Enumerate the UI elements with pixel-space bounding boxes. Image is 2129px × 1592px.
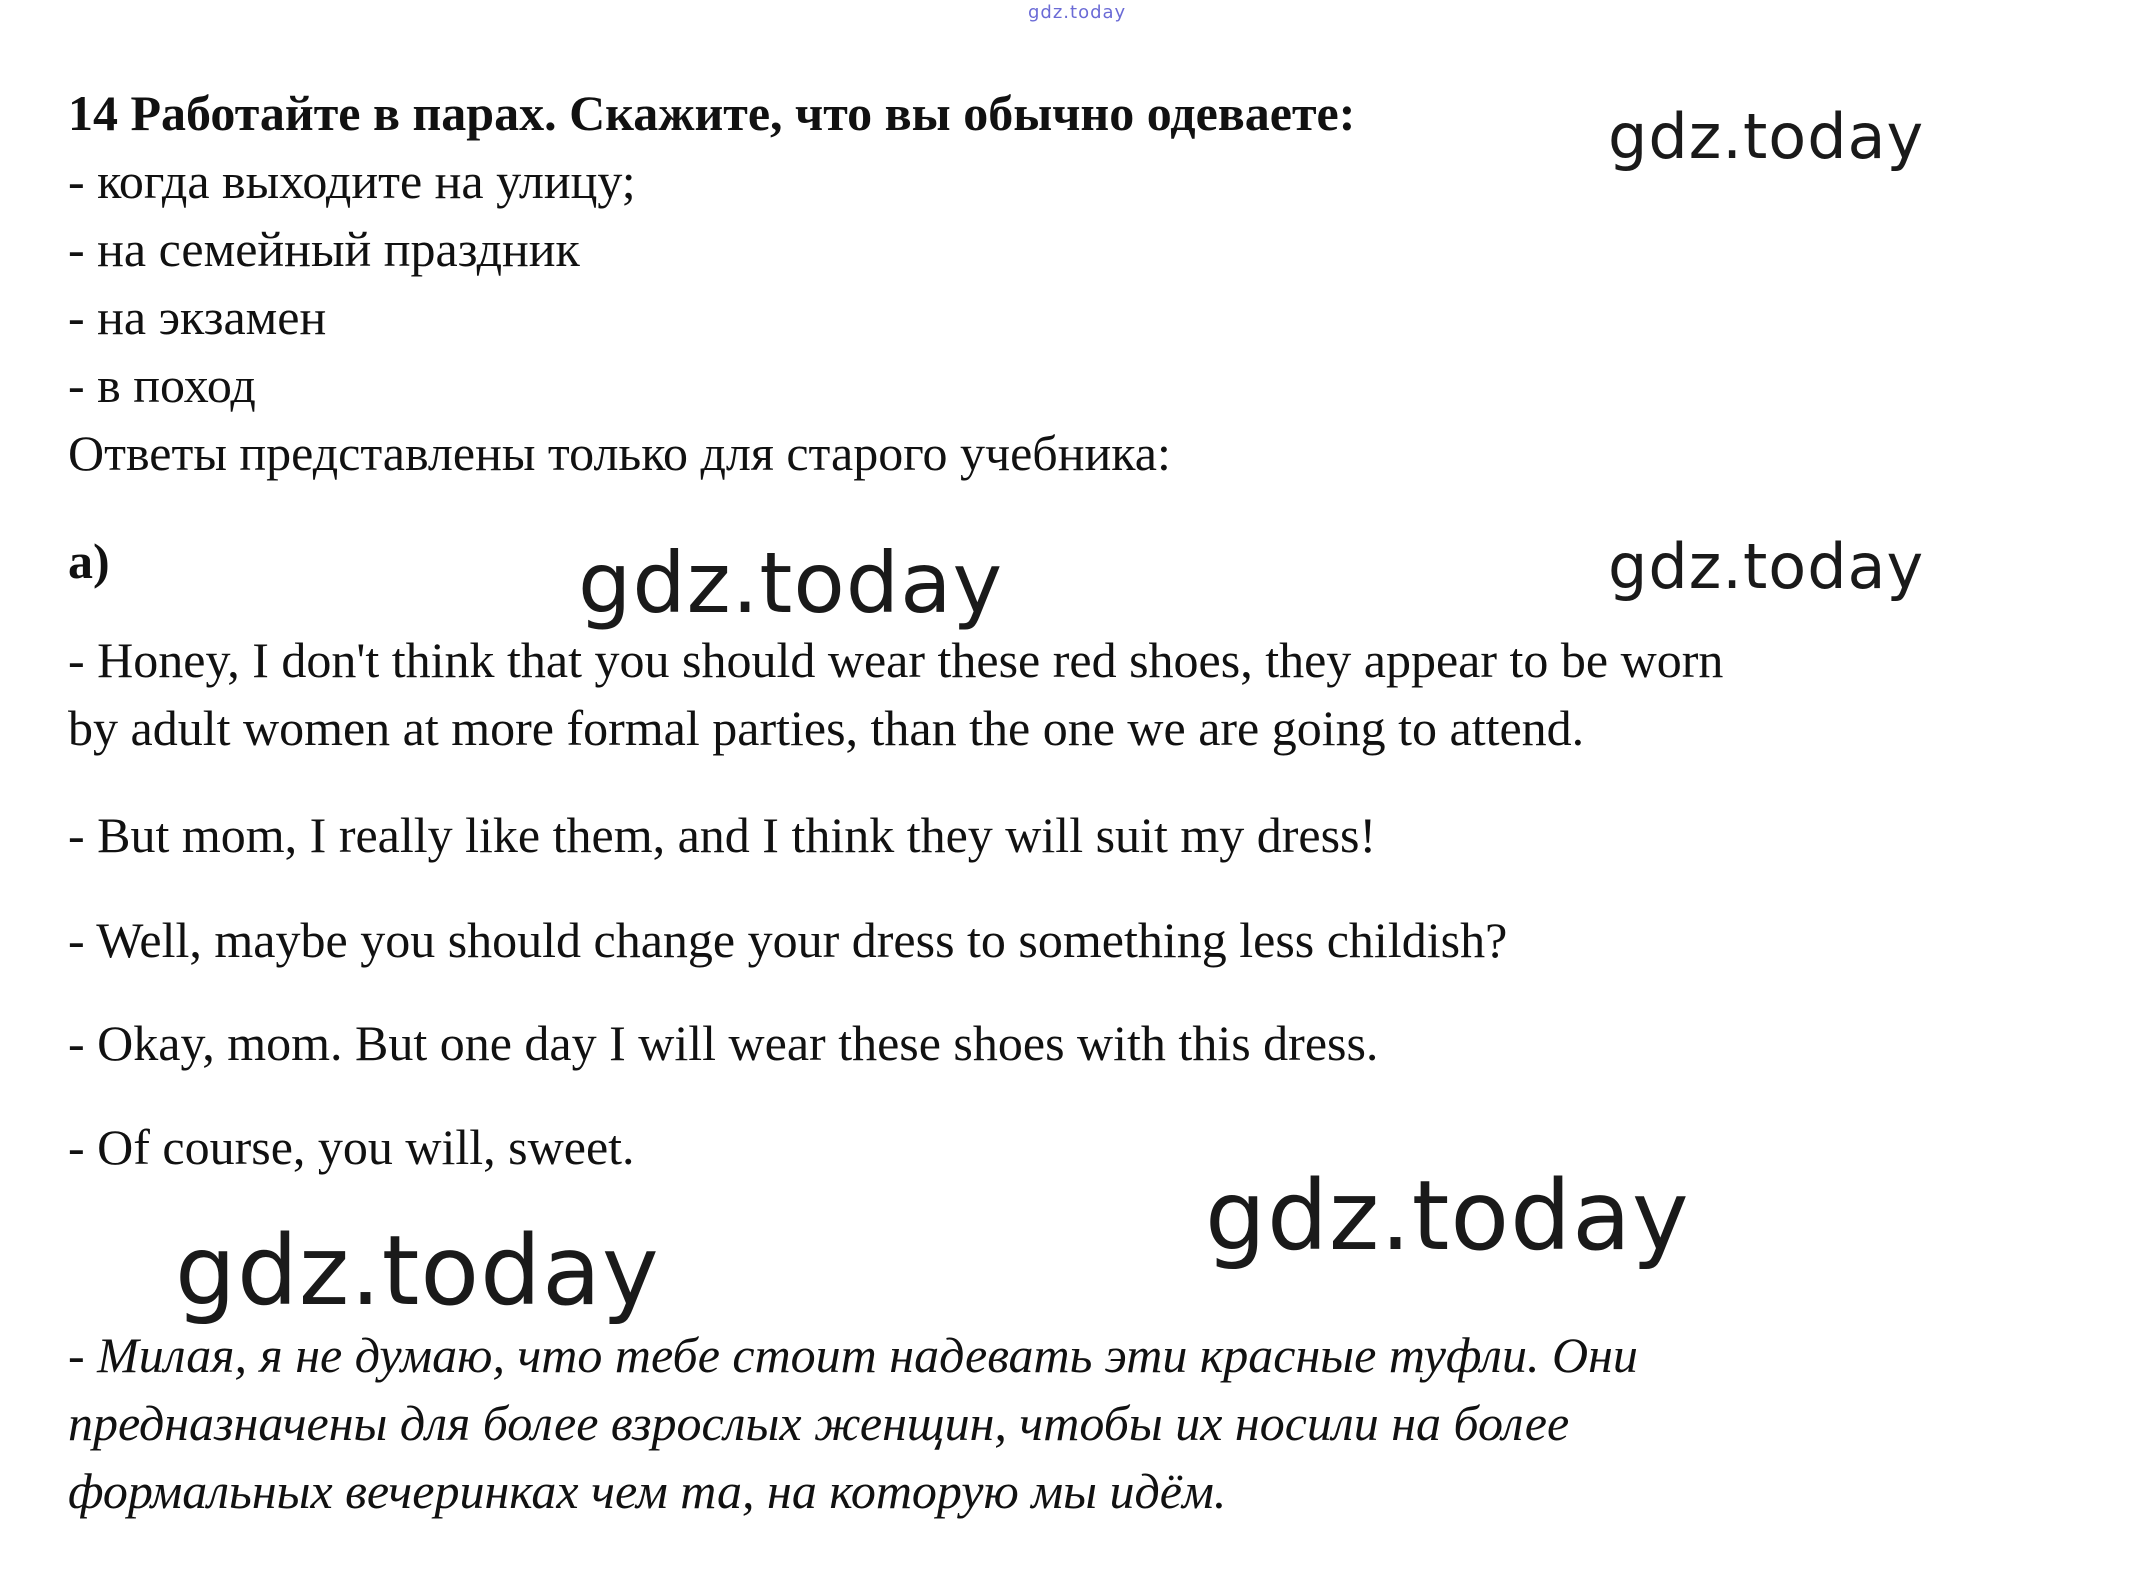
dialogue-line: - Of course, you will, sweet.: [68, 1119, 635, 1175]
translation-line: - Милая, я не думаю, что тебе стоит надевать эти красные туфли. Они: [68, 1327, 1638, 1383]
watermark: gdz.today: [1205, 1160, 1690, 1272]
dialogue-line: by adult women at more formal parties, than the one we are going to attend.: [68, 700, 1585, 756]
task-title: 14 Работайте в парах. Скажите, что вы обычно одеваете:: [68, 85, 1356, 141]
dialogue-line: - Honey, I don't think that you should wear these red shoes, they appear to be worn: [68, 632, 1724, 688]
dialogue-line: - Okay, mom. But one day I will wear these shoes with this dress.: [68, 1015, 1379, 1071]
translation-line: предназначены для более взрослых женщин, чтобы их носили на более: [68, 1395, 1570, 1451]
dialogue-line: - But mom, I really like them, and I think they will suit my dress!: [68, 807, 1377, 863]
translation-line: формальных вечеринках чем та, на которую мы идём.: [68, 1463, 1227, 1519]
part-label: а): [68, 533, 110, 589]
task-note: Ответы представлены только для старого учебника:: [68, 425, 1171, 481]
watermark-top: gdz.today: [1028, 2, 1127, 23]
dialogue-line: - Well, maybe you should change your dress to something less childish?: [68, 912, 1508, 968]
watermark: gdz.today: [1608, 100, 1925, 173]
task-item: - когда выходите на улицу;: [68, 153, 636, 209]
task-item: - на семейный праздник: [68, 221, 580, 277]
watermark: gdz.today: [175, 1215, 660, 1327]
task-item: - в поход: [68, 357, 256, 413]
task-item: - на экзамен: [68, 289, 327, 345]
watermark: gdz.today: [578, 534, 1004, 632]
watermark: gdz.today: [1608, 530, 1925, 603]
